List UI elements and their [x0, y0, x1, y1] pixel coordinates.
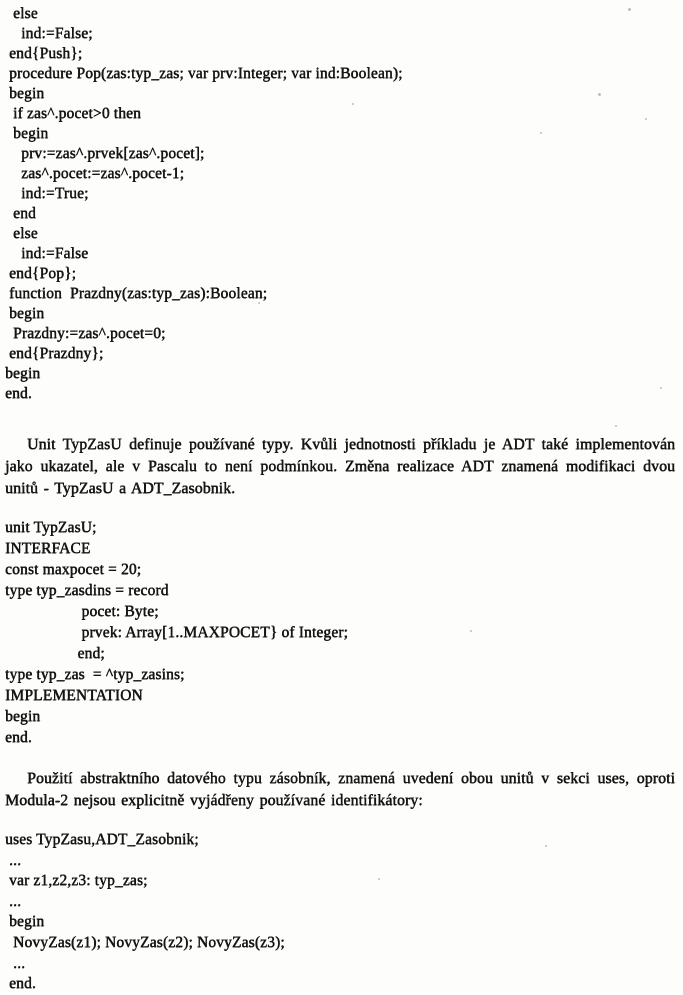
code-line: pocet: Byte; [5, 603, 159, 620]
code-line: end. [5, 975, 36, 993]
code-line: if zas^.pocet>0 then [5, 105, 141, 122]
code-line: IMPLEMENTATION [5, 687, 143, 704]
code-block-unit-typzasu [5, 517, 675, 748]
code-line: end. [5, 385, 32, 402]
scan-speck [545, 845, 547, 847]
code-line: const maxpocet = 20; [5, 561, 142, 578]
code-line: ... [5, 851, 22, 869]
code-line: INTERFACE [5, 540, 91, 557]
code-line: begin [5, 85, 45, 102]
code-line: end{Prazdny}; [5, 345, 104, 362]
scan-speck [378, 878, 380, 880]
code-line: end{Push}; [5, 45, 83, 62]
code-line: begin [5, 125, 49, 142]
code-line: ... [5, 892, 22, 910]
code-line: begin [5, 913, 45, 931]
code-line: ... [5, 954, 26, 972]
code-line: else [5, 225, 38, 242]
scan-speck [258, 302, 260, 304]
code-line: begin [5, 708, 41, 725]
code-line: prv:=zas^.prvek[zas^.pocet]; [5, 145, 205, 162]
code-line: type typ_zas = ^typ_zasins; [5, 666, 185, 683]
code-line: var z1,z2,z3: typ_zas; [5, 872, 148, 890]
scan-speck [352, 103, 354, 105]
code-line: procedure Pop(zas:typ_zas; var prv:Integer; var ind:Boolean); [5, 65, 403, 82]
code-block-uses-example [5, 830, 675, 995]
code-line: unit TypZasU; [5, 519, 97, 536]
code-line: ind:=False [5, 245, 89, 262]
scan-speck [615, 425, 617, 427]
scan-speck [645, 118, 647, 120]
code-line: NovyZas(z1); NovyZas(z2); NovyZas(z3); [5, 933, 285, 951]
scan-speck [660, 387, 662, 389]
paragraph-uses-section: Použití abstraktního datového typu zásobník, znamená uvedení obou unitů v sekci uses, oproti Modula-2 nejsou explicitně vyjádřeny používané identifikátory: [5, 770, 675, 809]
code-line: begin [5, 305, 45, 322]
scan-speck [540, 132, 542, 134]
code-line: end [5, 205, 36, 222]
code-line: zas^.pocet:=zas^.pocet-1; [5, 165, 185, 182]
code-line: prvek: Array[1..MAXPOCET} of Integer; [5, 624, 349, 641]
code-line: else [5, 5, 38, 22]
code-line: function Prazdny(zas:typ_zas):Boolean; [5, 285, 268, 302]
code-line: uses TypZasu,ADT_Zasobnik; [5, 831, 199, 848]
scan-speck [598, 93, 601, 96]
code-line: end{Pop}; [5, 265, 77, 282]
code-line: end. [5, 729, 32, 746]
code-line: ind:=True; [5, 185, 89, 202]
code-line: begin [5, 365, 41, 382]
scan-speck [628, 8, 631, 11]
code-line: ind:=False; [5, 25, 93, 42]
paragraph-unit-typzasu: Unit TypZasU definuje používané typy. Kvůli jednotnosti příkladu je ADT také implementován jako ukazatel, ale v Pascalu to není podmínkou. Změna realizace ADT znamená modifikaci dvou unitů - TypZasU a ADT_Zasobnik. [5, 436, 675, 497]
scan-speck [470, 630, 472, 632]
code-line: end; [5, 645, 105, 662]
code-line: Prazdny:=zas^.pocet=0; [5, 325, 166, 342]
code-block-pop-prazdny [5, 4, 675, 404]
code-line: type typ_zasdins = record [5, 582, 169, 599]
